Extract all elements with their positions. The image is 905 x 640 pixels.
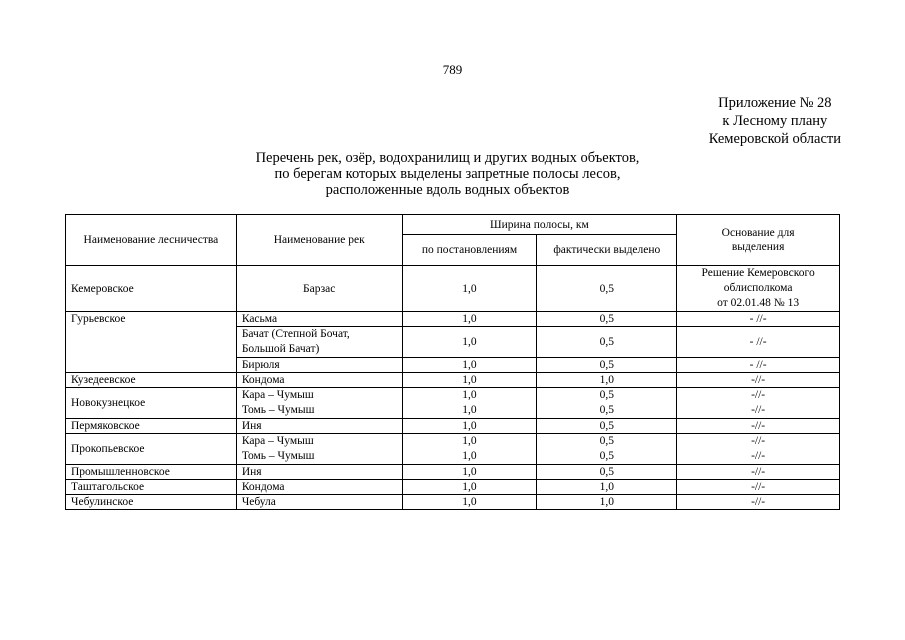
- river-cell: Барзас: [236, 266, 402, 312]
- decree-cell: 1,0: [402, 358, 537, 373]
- basis-line: облисполкома: [723, 282, 793, 294]
- header-basis-line: Основание для: [721, 227, 795, 239]
- decree-cell: 1,0: [402, 495, 537, 510]
- river-cell: Иня: [236, 465, 402, 480]
- table-row: [66, 495, 840, 510]
- basis-cell: -//-: [677, 419, 840, 434]
- actual-cell: 0,5: [537, 266, 677, 312]
- forestry-cell: Гурьевское: [66, 312, 237, 373]
- actual-line: 0,5: [599, 450, 614, 462]
- basis-cell: -//-: [677, 465, 840, 480]
- basis-line: -//-: [751, 450, 766, 462]
- basis-cell: [677, 266, 840, 312]
- actual-line: 0,5: [599, 435, 614, 447]
- actual-line: 0,5: [599, 389, 614, 401]
- decree-cell: 1,0: [402, 312, 537, 327]
- forestry-cell: Прокопьевское: [66, 434, 237, 465]
- forestry-cell: Кузедеевское: [66, 373, 237, 388]
- table-row: [66, 266, 840, 312]
- basis-line: Решение Кемеровского: [701, 267, 815, 279]
- appendix-line: к Лесному плану: [722, 113, 828, 129]
- header-river: Наименование рек: [236, 215, 402, 266]
- header-basis: [677, 215, 840, 266]
- table-row: [66, 480, 840, 495]
- forestry-cell: Чебулинское: [66, 495, 237, 510]
- forestry-cell: Кемеровское: [66, 266, 237, 312]
- appendix-line: Кемеровской области: [708, 131, 841, 147]
- basis-line: -//-: [751, 389, 766, 401]
- decree-cell: 1,0: [402, 465, 537, 480]
- decree-cell: 1,0: [402, 419, 537, 434]
- header-by-decree: по постановлениям: [402, 235, 537, 266]
- table-header-row: [66, 215, 840, 235]
- actual-cell: 0,5: [537, 327, 677, 358]
- basis-cell: - //-: [677, 312, 840, 327]
- river-cell: [236, 434, 402, 465]
- forestry-cell: Промышленновское: [66, 465, 237, 480]
- river-cell: [236, 327, 402, 358]
- basis-line: от 02.01.48 № 13: [717, 297, 800, 309]
- basis-cell: - //-: [677, 327, 840, 358]
- decree-cell: 1,0: [402, 480, 537, 495]
- river-line: Большой Бачат): [241, 343, 320, 355]
- basis-cell: - //-: [677, 358, 840, 373]
- header-actual: фактически выделено: [537, 235, 677, 266]
- decree-cell: 1,0: [402, 327, 537, 358]
- decree-line: 1,0: [462, 435, 477, 447]
- river-line: Томь – Чумыш: [241, 450, 315, 462]
- river-cell: Иня: [236, 419, 402, 434]
- actual-cell: 1,0: [537, 373, 677, 388]
- document-title: [0, 150, 905, 198]
- actual-cell: 0,5: [537, 358, 677, 373]
- decree-line: 1,0: [462, 389, 477, 401]
- basis-line: -//-: [751, 404, 766, 416]
- river-cell: Бирюля: [236, 358, 402, 373]
- river-cell: Касьма: [236, 312, 402, 327]
- header-basis-line: выделения: [731, 241, 785, 253]
- forestry-cell: Новокузнецкое: [66, 388, 237, 419]
- title-line: по берегам которых выделены запретные полосы лесов,: [274, 166, 621, 182]
- forestry-cell: Пермяковское: [66, 419, 237, 434]
- actual-cell: [537, 434, 677, 465]
- basis-line: -//-: [751, 435, 766, 447]
- decree-cell: 1,0: [402, 373, 537, 388]
- actual-cell: 0,5: [537, 312, 677, 327]
- basis-cell: -//-: [677, 480, 840, 495]
- table-row: [66, 419, 840, 434]
- title-line: расположенные вдоль водных объектов: [325, 182, 570, 198]
- actual-line: 0,5: [599, 404, 614, 416]
- river-cell: Кондома: [236, 373, 402, 388]
- basis-cell: [677, 388, 840, 419]
- decree-line: 1,0: [462, 404, 477, 416]
- table-row: [66, 312, 840, 327]
- table-row: [66, 465, 840, 480]
- river-cell: Чебула: [236, 495, 402, 510]
- water-objects-table: [65, 214, 840, 510]
- basis-cell: -//-: [677, 373, 840, 388]
- decree-line: 1,0: [462, 450, 477, 462]
- table-row: [66, 434, 840, 465]
- decree-cell: [402, 434, 537, 465]
- actual-cell: [537, 388, 677, 419]
- actual-cell: 0,5: [537, 419, 677, 434]
- table-row: [66, 388, 840, 419]
- forestry-cell: Таштагольское: [66, 480, 237, 495]
- header-width-group: Ширина полосы, км: [402, 215, 677, 235]
- river-line: Бачат (Степной Бочат,: [241, 328, 350, 340]
- basis-cell: -//-: [677, 495, 840, 510]
- actual-cell: 0,5: [537, 465, 677, 480]
- table-row: [66, 373, 840, 388]
- actual-cell: 1,0: [537, 480, 677, 495]
- decree-cell: 1,0: [402, 266, 537, 312]
- river-cell: [236, 388, 402, 419]
- appendix-note: [709, 94, 841, 148]
- header-forestry: Наименование лесничества: [66, 215, 237, 266]
- basis-cell: [677, 434, 840, 465]
- appendix-line: Приложение № 28: [718, 95, 832, 111]
- river-line: Кара – Чумыш: [241, 435, 314, 447]
- page-number: 789: [442, 62, 463, 77]
- river-cell: Кондома: [236, 480, 402, 495]
- title-line: Перечень рек, озёр, водохранилищ и других водных объектов,: [255, 150, 640, 166]
- actual-cell: 1,0: [537, 495, 677, 510]
- river-line: Томь – Чумыш: [241, 404, 315, 416]
- decree-cell: [402, 388, 537, 419]
- river-line: Кара – Чумыш: [241, 389, 314, 401]
